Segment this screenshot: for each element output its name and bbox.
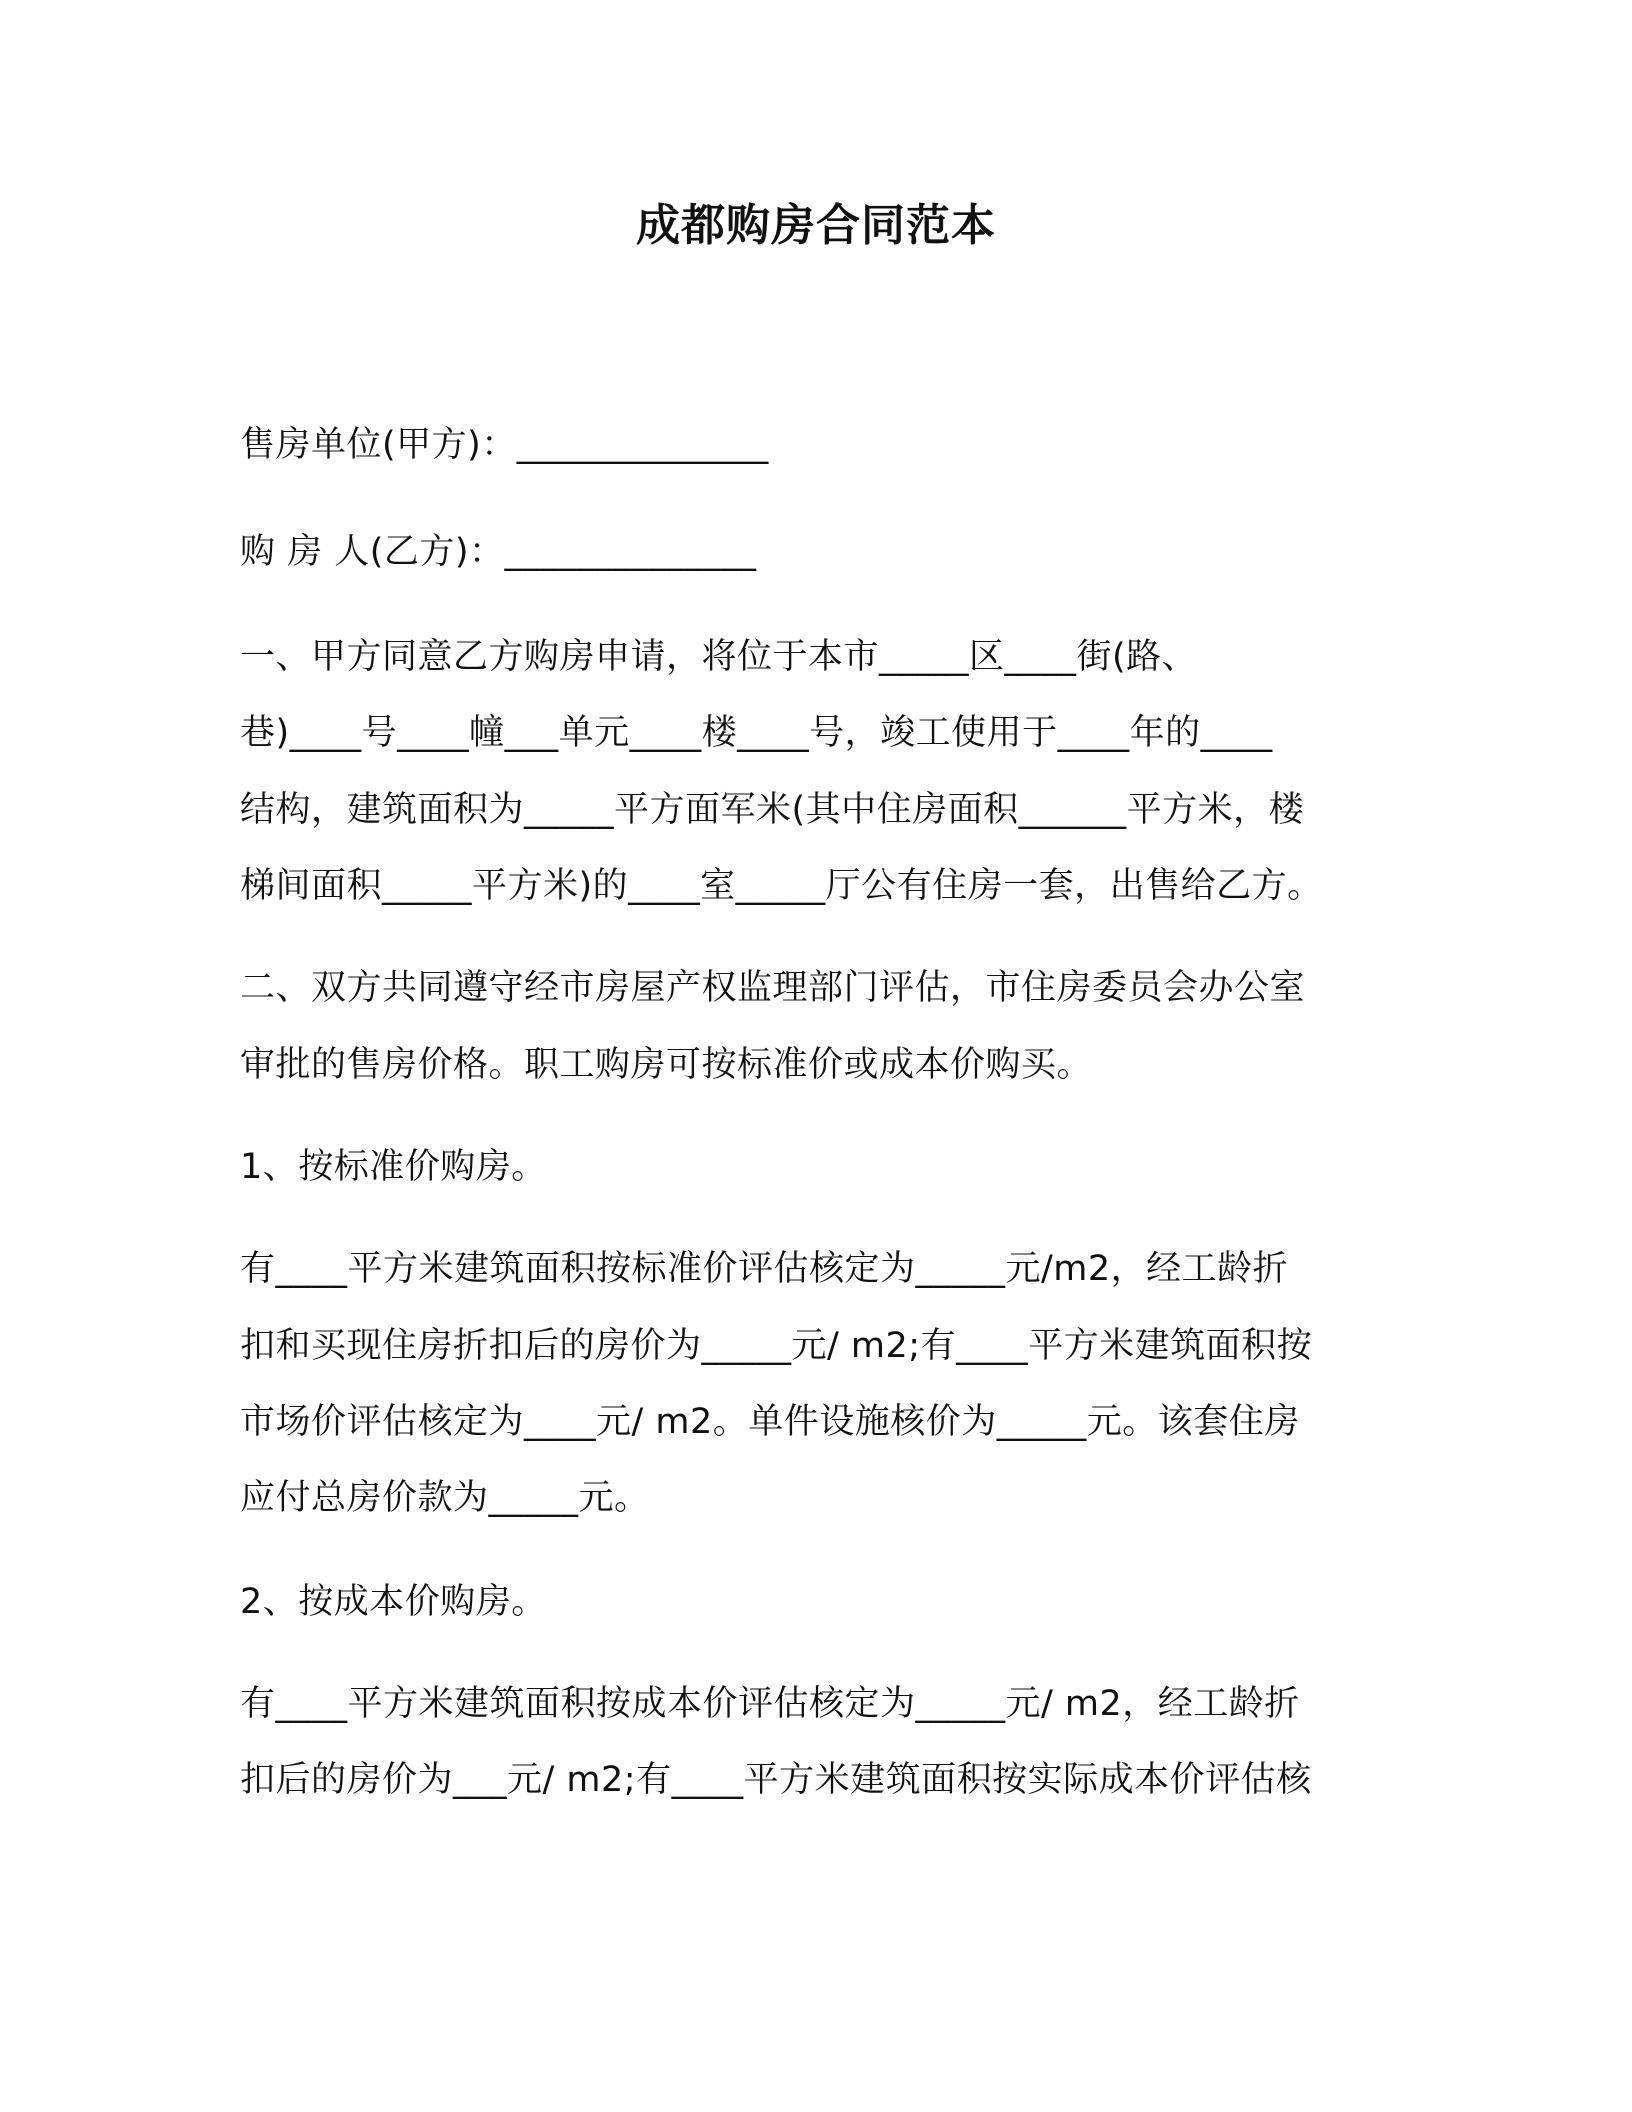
clause-2-line-1: 二、双方共同遵守经市房屋产权监理部门评估，市住房委员会办公室	[240, 968, 1306, 1008]
section-1-heading: 1、按标准价购房。	[240, 1147, 547, 1187]
clause-2-line-2: 审批的售房价格。职工购房可按标准价或成本价购买。	[240, 1045, 1093, 1085]
clause-1-line-3: 结构，建筑面积为_____平方面军米(其中住房面积______平方米，楼	[240, 790, 1305, 830]
seller-line: 售房单位(甲方)：______________	[240, 425, 769, 465]
buyer-line: 购 房 人(乙方)：______________	[240, 532, 757, 572]
clause-1-line-4: 梯间面积_____平方米)的____室_____厅公有住房一套，出售给乙方。	[240, 866, 1323, 906]
section-1-line-4: 应付总房价款为_____元。	[240, 1478, 650, 1518]
section-2-heading: 2、按成本价购房。	[240, 1582, 547, 1622]
section-1-line-3: 市场价评估核定为____元/ m2。单件设施核价为_____元。该套住房	[240, 1402, 1300, 1442]
section-2-line-2: 扣后的房价为___元/ m2;有____平方米建筑面积按实际成本价评估核	[240, 1760, 1312, 1800]
section-1-line-1: 有____平方米建筑面积按标准价评估核定为_____元/m2，经工龄折	[240, 1249, 1289, 1289]
clause-1-line-2: 巷)____号____幢___单元____楼____号，竣工使用于____年的____	[240, 713, 1273, 753]
section-2-line-1: 有____平方米建筑面积按成本价评估核定为_____元/ m2，经工龄折	[240, 1684, 1300, 1724]
section-1-line-2: 扣和买现住房折扣后的房价为_____元/ m2;有____平方米建筑面积按	[240, 1326, 1313, 1366]
document-title: 成都购房合同范本	[636, 200, 996, 251]
clause-1-line-1: 一、甲方同意乙方购房申请，将位于本市_____区____街(路、	[240, 637, 1198, 677]
